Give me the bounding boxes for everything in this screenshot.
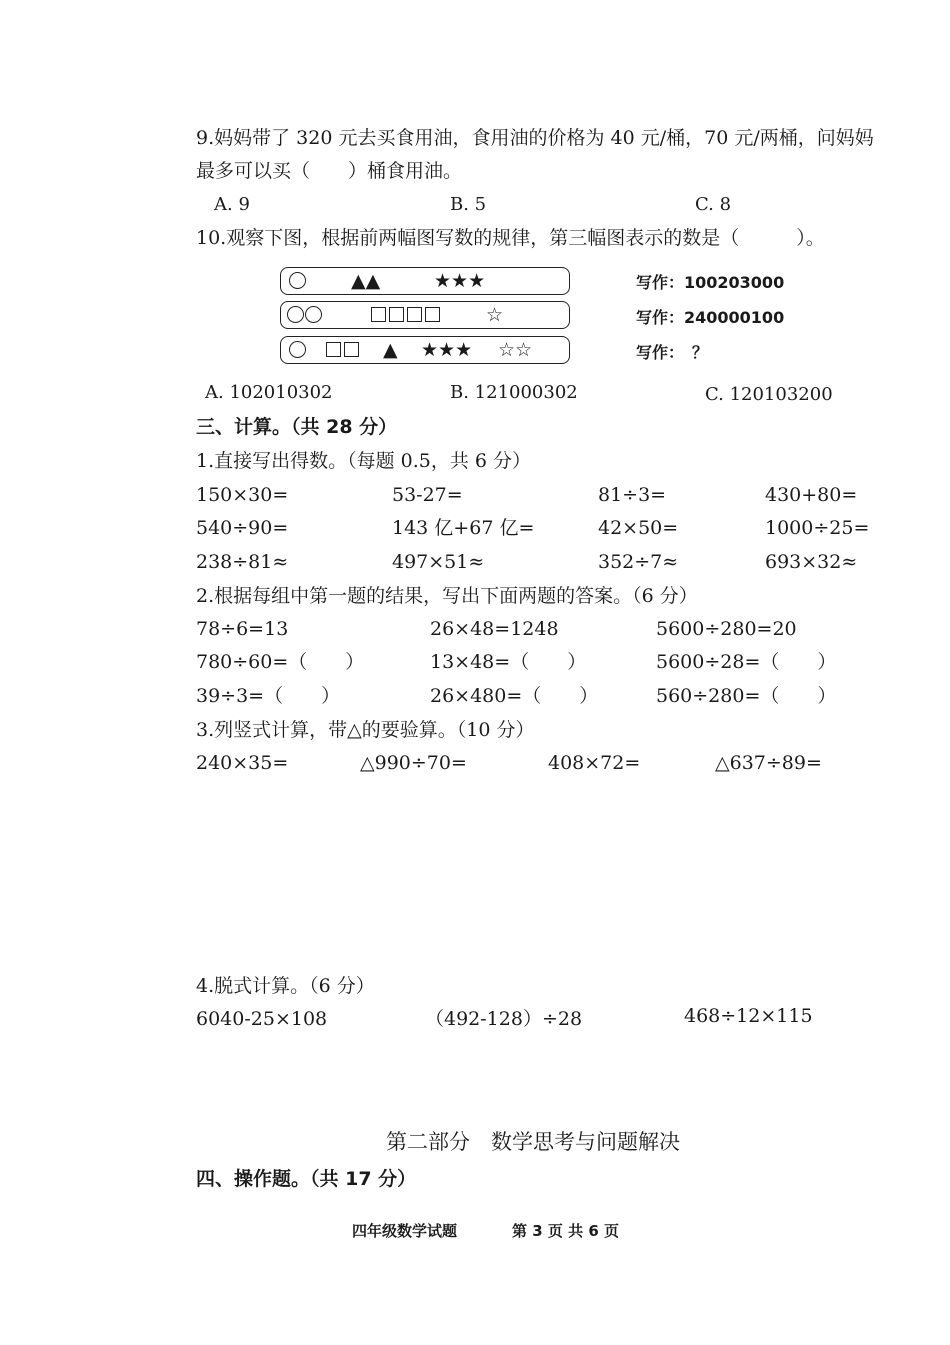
p1-item: 352÷7≈ (598, 551, 679, 573)
p2-item: 78÷6=13 (196, 618, 289, 640)
p3-item: 408×72= (548, 752, 641, 774)
q10-label-1: 写作：100203000 (636, 273, 785, 292)
p1-item: 497×51≈ (392, 551, 485, 573)
p3-item: 240×35= (196, 752, 289, 774)
square-icon (371, 307, 386, 322)
footer-subject: 四年级数学试题 (352, 1222, 458, 1240)
p1-item: 430+80= (765, 484, 858, 506)
circle-icon (305, 306, 322, 323)
hollow-star-icon: ☆☆ (498, 339, 533, 361)
q9-option-a: A. 9 (214, 194, 250, 215)
q10-option-a: A. 102010302 (205, 382, 333, 403)
p2-item: 26×480=（ ） (430, 685, 599, 707)
p1-item: 53-27= (392, 484, 463, 506)
q10-stem: 10.观察下图，根据前两幅图写数的规律，第三幅图表示的数是（ ）。 (196, 227, 825, 249)
part2-title: 第二部分 数学思考与问题解决 (386, 1130, 680, 1154)
square-icon (326, 342, 341, 357)
square-icon (344, 342, 359, 357)
p2-item: 560÷280=（ ） (656, 685, 837, 707)
q10-figure-row-3 (280, 336, 570, 364)
p2-item: 13×48=（ ） (430, 651, 587, 673)
p1-item: 81÷3= (598, 484, 667, 506)
q10-option-b: B. 121000302 (450, 382, 578, 403)
p4-item: 6040-25×108 (196, 1008, 328, 1030)
square-icon (425, 307, 440, 322)
p2-item: 39÷3=（ ） (196, 685, 341, 707)
p2-title: 2.根据每组中第一题的结果，写出下面两题的答案。（6 分） (196, 585, 698, 607)
p1-title: 1.直接写出得数。（每题 0.5，共 6 分） (196, 450, 532, 472)
p1-item: 693×32≈ (765, 551, 858, 573)
p1-item: 1000÷25= (765, 517, 870, 539)
circle-icon (289, 341, 306, 358)
p1-item: 150×30= (196, 484, 289, 506)
q9-option-c: C. 8 (695, 194, 732, 215)
p3-title: 3.列竖式计算，带△的要验算。（10 分） (196, 719, 535, 741)
q10-figure-row-1 (280, 267, 570, 295)
star-icon: ★★★ (421, 339, 473, 361)
p1-item: 540÷90= (196, 517, 289, 539)
square-icon (389, 307, 404, 322)
q10-option-c: C. 120103200 (705, 384, 833, 405)
hollow-star-icon: ☆ (486, 304, 504, 326)
q9-line2: 最多可以买（ ）桶食用油。 (196, 160, 463, 182)
p4-item: 468÷12×115 (684, 1005, 813, 1027)
q9-line1: 9.妈妈带了 320 元去买食用油，食用油的价格为 40 元/桶，70 元/两桶，问妈妈 (196, 127, 874, 149)
p1-item: 143 亿+67 亿= (392, 517, 535, 539)
square-icon (407, 307, 422, 322)
circle-icon (289, 272, 306, 289)
q10-label-2: 写作：240000100 (636, 308, 785, 327)
q9-option-b: B. 5 (450, 194, 487, 215)
p4-title: 4.脱式计算。（6 分） (196, 975, 375, 997)
triangle-icon: ▲ (383, 339, 398, 361)
p2-item: 5600÷280=20 (656, 618, 797, 640)
p3-item: △990÷70= (360, 752, 467, 774)
p2-item: 26×48=1248 (430, 618, 559, 640)
circle-icon (287, 306, 304, 323)
p2-item: 5600÷28=（ ） (656, 651, 837, 673)
footer-page-number: 第 3 页 共 6 页 (512, 1222, 619, 1240)
triangle-icon: ▲▲ (351, 270, 381, 292)
section4-title: 四、操作题。（共 17 分） (196, 1168, 417, 1190)
q10-label-3: 写作： ？ (636, 343, 709, 362)
p2-item: 780÷60=（ ） (196, 651, 365, 673)
p3-item: △637÷89= (715, 752, 822, 774)
p1-item: 238÷81≈ (196, 551, 289, 573)
star-icon: ★★★ (434, 270, 486, 292)
q10-figure-row-2 (280, 301, 570, 329)
p4-item: （492-128）÷28 (425, 1008, 583, 1030)
section3-title: 三、计算。（共 28 分） (196, 416, 398, 438)
p1-item: 42×50= (598, 517, 679, 539)
